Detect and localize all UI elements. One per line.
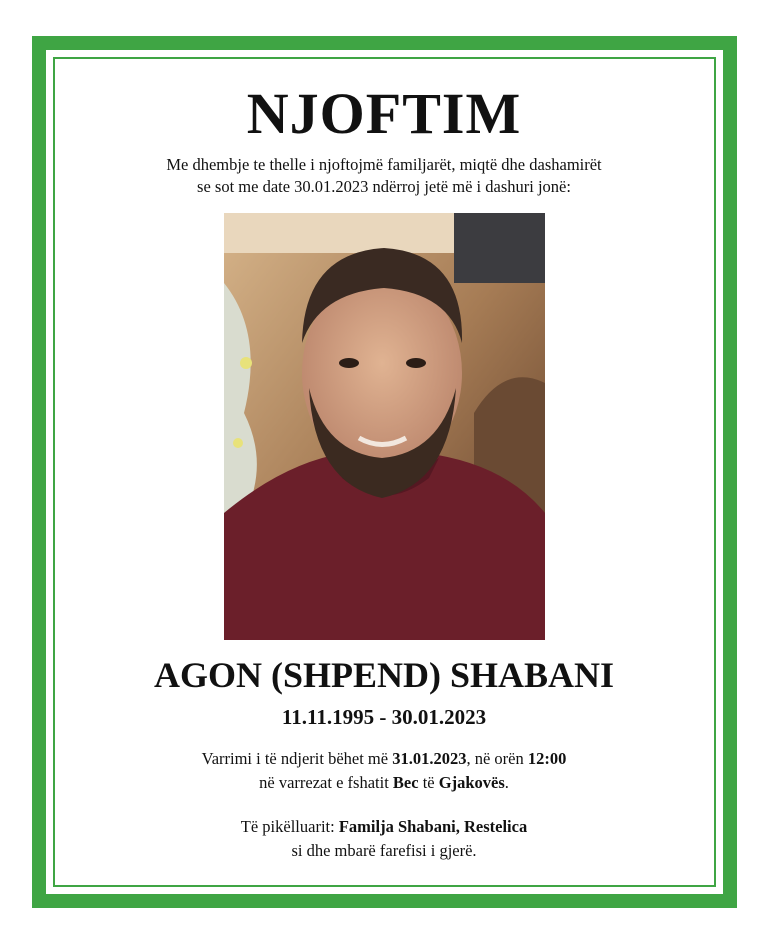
intro-line-1: Me dhembje te thelle i njoftojmë familjarët, miqtë dhe dashamirët — [166, 155, 602, 174]
life-dates: 11.11.1995 - 30.01.2023 — [281, 705, 487, 729]
funeral-line-1 — [0, 747, 768, 771]
mourners-family: Familja Shabani, Restelica — [338, 817, 528, 836]
funeral-text: të — [418, 773, 439, 792]
funeral-text: në varrezat e fshatit — [259, 773, 393, 792]
funeral-time: 12:00 — [527, 749, 567, 768]
portrait-illustration — [224, 213, 545, 640]
funeral-village: Bec — [392, 773, 419, 792]
mourners-label: Të pikëlluarit: — [240, 817, 339, 836]
funeral-details — [0, 747, 768, 795]
funeral-text: Varrimi i të ndjerit bëhet më — [201, 749, 393, 768]
funeral-text: , në orën — [466, 749, 528, 768]
notice-title: NJOFTIM — [246, 81, 522, 146]
mourners-section — [0, 815, 768, 863]
funeral-town: Gjakovës — [438, 773, 505, 792]
intro-text — [0, 154, 768, 198]
funeral-line-2 — [0, 771, 768, 795]
funeral-date: 31.01.2023 — [392, 749, 467, 768]
funeral-text: . — [504, 773, 509, 792]
deceased-photo — [224, 213, 545, 640]
mourners-line-1 — [0, 815, 768, 839]
deceased-name: AGON (SHPEND) SHABANI — [153, 655, 615, 695]
mourners-line-2: si dhe mbarë farefisi i gjerë. — [291, 841, 477, 860]
intro-line-2: se sot me date 30.01.2023 ndërroj jetë më i dashuri jonë: — [197, 177, 571, 196]
